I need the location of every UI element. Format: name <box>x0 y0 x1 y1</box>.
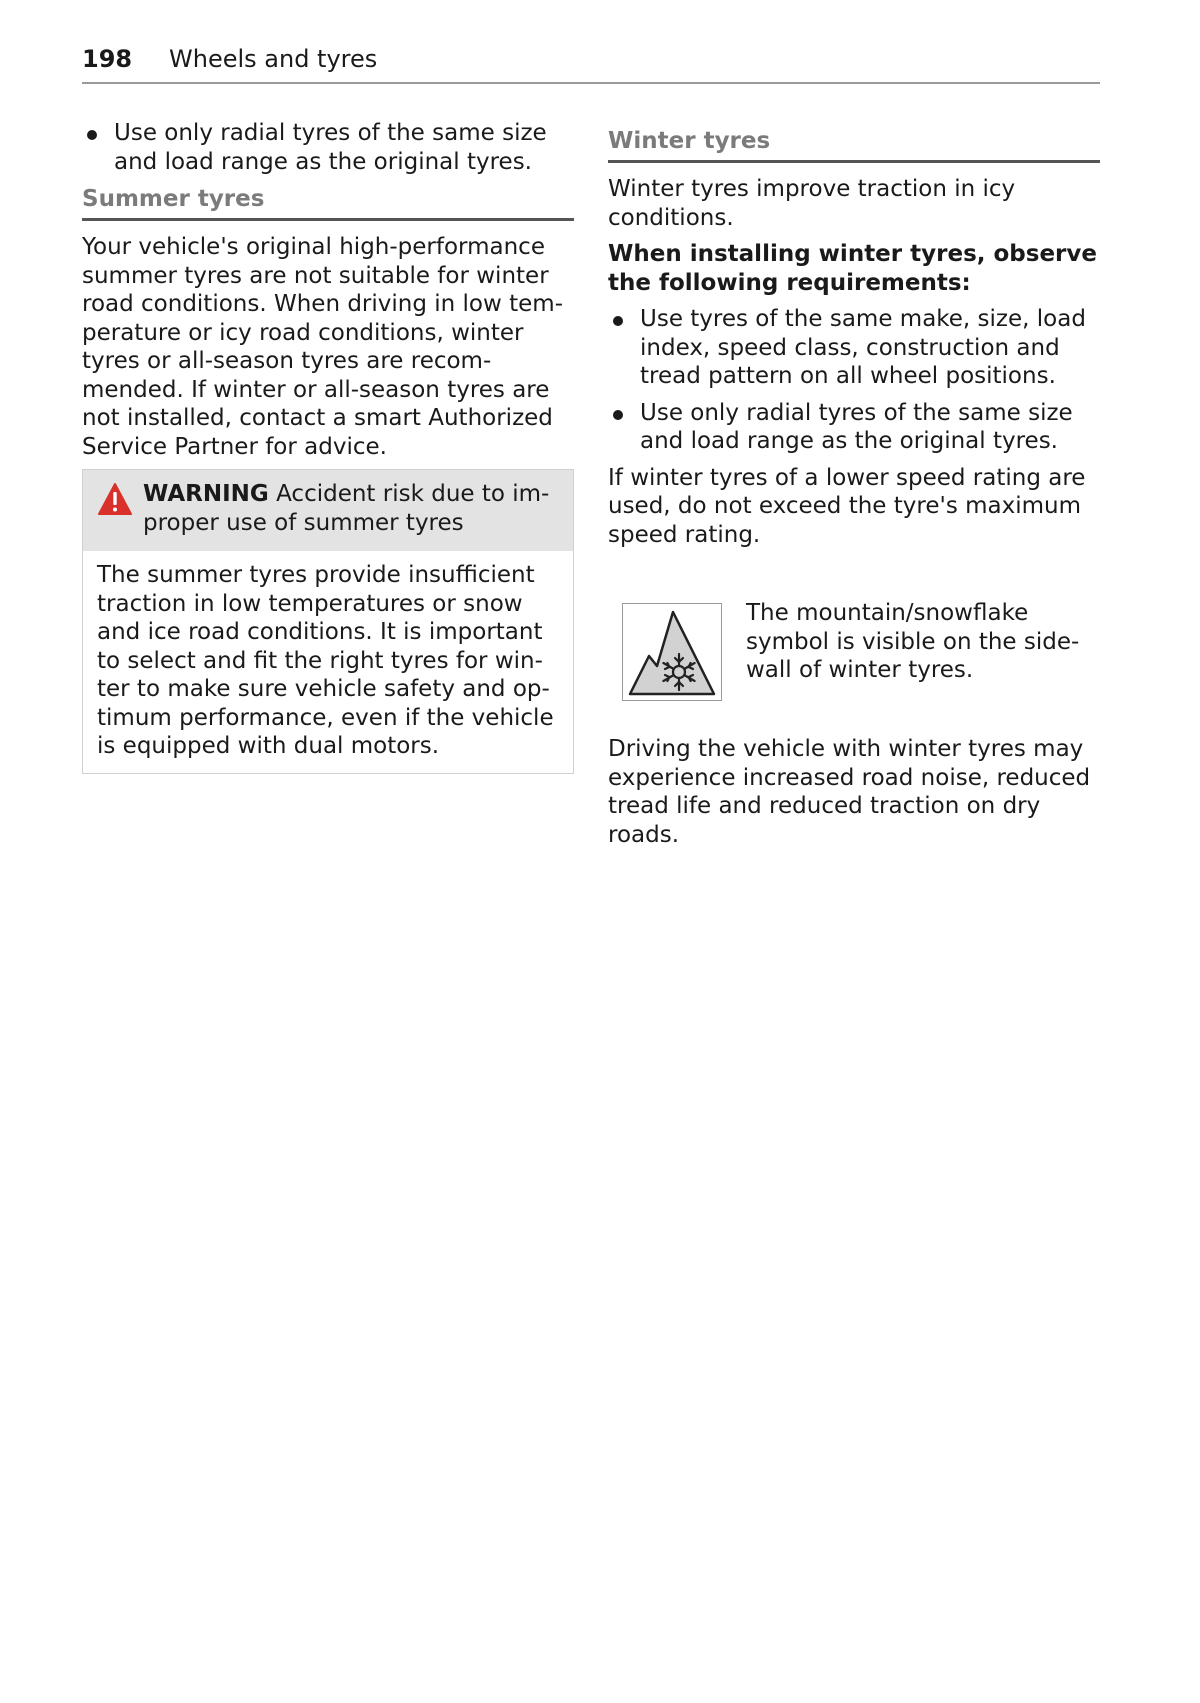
warning-triangle-icon <box>97 482 133 516</box>
requirements-heading: When installing winter tyres, observe the following requirements: <box>608 241 1097 296</box>
warning-label: WARNING <box>143 481 269 507</box>
list-item: Use tyres of the same make, size, load index, speed class, construction and tread pattern on all wheel positions. <box>608 305 1100 391</box>
warning-body: The summer tyres provide insufficient traction in low temperatures or snow and ice road conditions. It is important to select and fit the right tyres for win-ter to make sure vehicle safety and op-timum performance, even if the vehicle is equipped with dual motors. <box>97 562 554 759</box>
warning-title-text: Accident risk due to im-proper use of summer tyres <box>143 481 550 536</box>
mountain-snowflake-icon <box>627 608 717 696</box>
right-column <box>608 126 1100 857</box>
winter-tyres-heading: Winter tyres <box>608 126 1100 163</box>
symbol-frame <box>622 603 722 701</box>
symbol-row <box>608 599 1100 701</box>
speed-rating-note: If winter tyres of a lower speed rating are used, do not exceed the tyre's maximum speed rating. <box>608 464 1086 548</box>
page-number: 198 <box>82 45 133 73</box>
top-bullet-list <box>82 119 574 176</box>
warning-box <box>82 469 574 774</box>
symbol-caption: The mountain/snowflake symbol is visible on the side-wall of winter tyres. <box>746 600 1080 683</box>
list-item: Use only radial tyres of the same size and load range as the original tyres. <box>608 399 1100 456</box>
closing-paragraph: Driving the vehicle with winter tyres may experience increased road noise, reduced tread life and reduced traction on dry roads. <box>608 736 1091 848</box>
winter-intro: Winter tyres improve traction in icy conditions. <box>608 176 1016 231</box>
left-column <box>82 119 574 774</box>
list-item: Use only radial tyres of the same size and load range as the original tyres. <box>82 119 574 176</box>
requirements-list <box>608 305 1100 456</box>
warning-header <box>83 470 573 551</box>
warning-title <box>143 480 559 537</box>
page-header <box>82 44 1100 84</box>
chapter-title: Wheels and tyres <box>169 45 378 73</box>
summer-tyres-heading: Summer tyres <box>82 184 574 221</box>
summer-tyres-paragraph: Your vehicle's original high-performance summer tyres are not suitable for winter road conditions. When driving in low tem-perature or icy road conditions, winter tyres or all-season tyres are recom-mended. If winter or all-season tyres are not installed, contact a smart Authorized Service Partner for advice. <box>82 234 564 460</box>
